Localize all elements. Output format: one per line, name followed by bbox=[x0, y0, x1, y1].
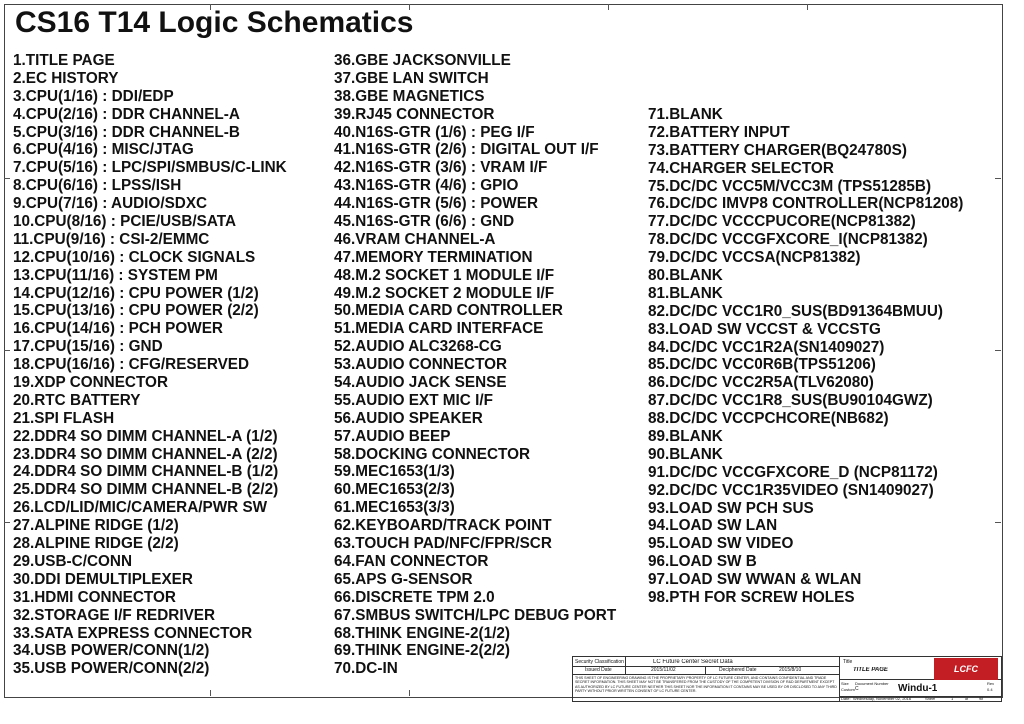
index-entry: 19.XDP CONNECTOR bbox=[13, 374, 168, 392]
frame-tick bbox=[4, 522, 10, 523]
date-value: Wednesday, November 02, 2016 bbox=[853, 696, 912, 701]
issued-date-label: Issued Date bbox=[585, 667, 612, 673]
deciphered-date-value: 2015/8/10 bbox=[779, 667, 802, 673]
index-entry: 35.USB POWER/CONN(2/2) bbox=[13, 660, 210, 678]
index-entry: 29.USB-C/CONN bbox=[13, 552, 132, 570]
index-column-2 bbox=[334, 52, 616, 678]
size-value: Custom bbox=[841, 687, 855, 692]
index-entry: 74.CHARGER SELECTOR bbox=[648, 159, 834, 177]
index-entry: 34.USB POWER/CONN(1/2) bbox=[13, 642, 210, 660]
frame-tick bbox=[807, 4, 808, 10]
index-entry: 59.MEC1653(1/3) bbox=[334, 463, 455, 481]
index-entry: 3.CPU(1/16) : DDI/EDP bbox=[13, 87, 174, 105]
index-entry: 69.THINK ENGINE-2(2/2) bbox=[334, 642, 510, 660]
index-entry: 48.M.2 SOCKET 1 MODULE I/F bbox=[334, 266, 555, 284]
index-entry: 80.BLANK bbox=[648, 267, 723, 285]
size-label: Size bbox=[841, 681, 849, 686]
index-entry: 14.CPU(12/16) : CPU POWER (1/2) bbox=[13, 284, 259, 302]
index-entry: 63.TOUCH PAD/NFC/FPR/SCR bbox=[334, 535, 552, 553]
frame-tick bbox=[995, 350, 1001, 351]
document-number-value: C bbox=[855, 686, 859, 692]
index-entry: 75.DC/DC VCC5M/VCC3M (TPS51285B) bbox=[648, 177, 932, 195]
index-entry: 33.SATA EXPRESS CONNECTOR bbox=[13, 624, 253, 642]
index-entry: 54.AUDIO JACK SENSE bbox=[334, 374, 507, 392]
index-entry: 36.GBE JACKSONVILLE bbox=[334, 52, 511, 69]
frame-tick bbox=[409, 690, 410, 696]
index-entry: 81.BLANK bbox=[648, 284, 723, 302]
index-entry: 65.APS G-SENSOR bbox=[334, 570, 473, 588]
frame-tick bbox=[608, 4, 609, 10]
index-entry: 47.MEMORY TERMINATION bbox=[334, 248, 533, 266]
index-entry: 6.CPU(4/16) : MISC/JTAG bbox=[13, 141, 194, 159]
index-column-1 bbox=[13, 52, 287, 678]
of-value: 98 bbox=[979, 696, 984, 701]
index-entry: 55.AUDIO EXT MIC I/F bbox=[334, 391, 493, 409]
index-entry: 79.DC/DC VCCSA(NCP81382) bbox=[648, 249, 861, 267]
index-entry: 30.DDI DEMULTIPLEXER bbox=[13, 570, 193, 588]
index-entry: 15.CPU(13/16) : CPU POWER (2/2) bbox=[13, 302, 259, 320]
index-entry: 10.CPU(8/16) : PCIE/USB/SATA bbox=[13, 213, 236, 231]
document-number-label: Document Number bbox=[855, 681, 889, 686]
index-entry: 71.BLANK bbox=[648, 106, 723, 123]
index-entry: 84.DC/DC VCC1R2A(SN1409027) bbox=[648, 338, 885, 356]
index-entry: 87.DC/DC VCC1R8_SUS(BU90104GWZ) bbox=[648, 392, 933, 410]
index-entry: 92.DC/DC VCC1R35VIDEO (SN1409027) bbox=[648, 481, 934, 499]
deciphered-date-label: Deciphered Date bbox=[719, 667, 757, 673]
index-entry: 46.VRAM CHANNEL-A bbox=[334, 230, 496, 248]
index-entry: 86.DC/DC VCC2R5A(TLV62080) bbox=[648, 374, 874, 392]
index-entry: 50.MEDIA CARD CONTROLLER bbox=[334, 302, 563, 320]
index-entry: 95.LOAD SW VIDEO bbox=[648, 535, 794, 553]
index-entry: 88.DC/DC VCCPCHCORE(NB682) bbox=[648, 410, 889, 428]
index-entry: 58.DOCKING CONNECTOR bbox=[334, 445, 531, 463]
index-entry: 13.CPU(11/16) : SYSTEM PM bbox=[13, 266, 218, 284]
index-entry: 73.BATTERY CHARGER(BQ24780S) bbox=[648, 141, 907, 159]
index-entry: 85.DC/DC VCC0R6B(TPS51206) bbox=[648, 356, 876, 374]
page-title: CS16 T14 Logic Schematics bbox=[15, 6, 414, 39]
index-entry: 57.AUDIO BEEP bbox=[334, 427, 451, 445]
index-entry: 39.RJ45 CONNECTOR bbox=[334, 105, 495, 123]
index-entry: 70.DC-IN bbox=[334, 660, 398, 678]
index-entry: 94.LOAD SW LAN bbox=[648, 517, 778, 535]
security-label: Security Classification bbox=[575, 659, 624, 665]
index-entry: 31.HDMI CONNECTOR bbox=[13, 588, 176, 606]
index-entry: 42.N16S-GTR (3/6) : VRAM I/F bbox=[334, 159, 548, 177]
index-entry: 64.FAN CONNECTOR bbox=[334, 552, 489, 570]
lcfc-logo bbox=[934, 658, 998, 680]
index-entry: 38.GBE MAGNETICS bbox=[334, 87, 485, 105]
frame-tick bbox=[4, 350, 10, 351]
index-entry: 44.N16S-GTR (5/6) : POWER bbox=[334, 195, 538, 213]
index-entry: 16.CPU(14/16) : PCH POWER bbox=[13, 320, 223, 338]
index-entry: 72.BATTERY INPUT bbox=[648, 123, 790, 141]
sheet-value: 1 bbox=[951, 696, 954, 701]
title-value: TITLE PAGE bbox=[853, 667, 888, 673]
index-entry: 25.DDR4 SO DIMM CHANNEL-B (2/2) bbox=[13, 481, 279, 499]
index-entry: 8.CPU(6/16) : LPSS/ISH bbox=[13, 177, 182, 195]
index-entry: 41.N16S-GTR (2/6) : DIGITAL OUT I/F bbox=[334, 141, 599, 159]
frame-tick bbox=[4, 178, 10, 179]
index-entry: 21.SPI FLASH bbox=[13, 409, 115, 427]
index-entry: 97.LOAD SW WWAN & WLAN bbox=[648, 571, 862, 589]
index-entry: 67.SMBUS SWITCH/LPC DEBUG PORT bbox=[334, 606, 617, 624]
index-entry: 2.EC HISTORY bbox=[13, 69, 119, 87]
index-entry: 98.PTH FOR SCREW HOLES bbox=[648, 589, 855, 607]
rev-label: Rev bbox=[987, 681, 995, 686]
index-entry: 26.LCD/LID/MIC/CAMERA/PWR SW bbox=[13, 499, 268, 517]
index-entry: 93.LOAD SW PCH SUS bbox=[648, 499, 814, 517]
issued-date-value: 2015/11/02 bbox=[651, 667, 676, 673]
sheet-label: Sheet bbox=[925, 696, 936, 701]
index-entry: 7.CPU(5/16) : LPC/SPI/SMBUS/C-LINK bbox=[13, 159, 287, 177]
index-entry: 52.AUDIO ALC3268-CG bbox=[334, 338, 502, 356]
title-label: Title bbox=[843, 659, 853, 665]
index-entry: 32.STORAGE I/F REDRIVER bbox=[13, 606, 216, 624]
index-entry: 18.CPU(16/16) : CFG/RESERVED bbox=[13, 356, 250, 374]
index-entry: 28.ALPINE RIDGE (2/2) bbox=[13, 535, 179, 553]
index-entry: 56.AUDIO SPEAKER bbox=[334, 409, 483, 427]
index-entry: 1.TITLE PAGE bbox=[13, 52, 115, 69]
frame-tick bbox=[995, 522, 1001, 523]
index-entry: 49.M.2 SOCKET 2 MODULE I/F bbox=[334, 284, 555, 302]
index-entry: 9.CPU(7/16) : AUDIO/SDXC bbox=[13, 195, 208, 213]
index-entry: 51.MEDIA CARD INTERFACE bbox=[334, 320, 544, 338]
index-entry: 40.N16S-GTR (1/6) : PEG I/F bbox=[334, 123, 535, 141]
logo-text: LCFC bbox=[954, 664, 978, 674]
date-label: Date: bbox=[841, 696, 851, 701]
index-entry: 82.DC/DC VCC1R0_SUS(BD91364BMUU) bbox=[648, 302, 943, 320]
index-entry: 37.GBE LAN SWITCH bbox=[334, 69, 489, 87]
index-entry: 77.DC/DC VCCCPUCORE(NCP81382) bbox=[648, 213, 916, 231]
index-entry: 68.THINK ENGINE-2(1/2) bbox=[334, 624, 510, 642]
index-entry: 43.N16S-GTR (4/6) : GPIO bbox=[334, 177, 519, 195]
project-name: Windu-1 bbox=[898, 683, 938, 694]
index-entry: 60.MEC1653(2/3) bbox=[334, 481, 455, 499]
index-entry: 96.LOAD SW B bbox=[648, 553, 757, 571]
index-entry: 17.CPU(15/16) : GND bbox=[13, 338, 163, 356]
of-label: of bbox=[965, 696, 969, 701]
index-entry: 12.CPU(10/16) : CLOCK SIGNALS bbox=[13, 248, 256, 266]
index-entry: 91.DC/DC VCCGFXCORE_D (NCP81172) bbox=[648, 463, 938, 481]
index-entry: 83.LOAD SW VCCST & VCCSTG bbox=[648, 320, 881, 338]
confidentiality-notice: THIS SHEET OF ENGINEERING DRAWING IS THE PROPRIETARY PROPERTY OF LC FUTURE CENTER, AND CONTAINS CONFIDENTIAL AND TRADE SECRET INFORMATION. THIS SHEET MAY NOT BE TRANSFERED FROM THE CUSTODY OF THE COMPETENT DIVISION OF R&D DEPARTMENT EXCEPT AS AUTHORIZED BY LC FUTURE CENTER NEITHER THIS SHEET NOR THE INFORMATION IT CONTAINS MAY BE USED BY OR DISCLOSED TO ANY THIRD PARTY WITHOUT PRIOR WRITTEN CONSENT OF LC FUTURE CENTER. bbox=[575, 676, 837, 694]
index-entry: 27.ALPINE RIDGE (1/2) bbox=[13, 517, 179, 535]
index-entry: 66.DISCRETE TPM 2.0 bbox=[334, 588, 495, 606]
frame-tick bbox=[210, 690, 211, 696]
index-entry: 89.BLANK bbox=[648, 428, 723, 446]
index-entry: 22.DDR4 SO DIMM CHANNEL-A (1/2) bbox=[13, 427, 278, 445]
index-entry: 4.CPU(2/16) : DDR CHANNEL-A bbox=[13, 105, 240, 123]
index-entry: 61.MEC1653(3/3) bbox=[334, 499, 455, 517]
index-entry: 45.N16S-GTR (6/6) : GND bbox=[334, 213, 515, 231]
index-entry: 24.DDR4 SO DIMM CHANNEL-B (1/2) bbox=[13, 463, 279, 481]
index-entry: 62.KEYBOARD/TRACK POINT bbox=[334, 517, 552, 535]
index-entry: 78.DC/DC VCCGFXCORE_I(NCP81382) bbox=[648, 231, 928, 249]
index-entry: 90.BLANK bbox=[648, 445, 723, 463]
index-entry: 5.CPU(3/16) : DDR CHANNEL-B bbox=[13, 123, 240, 141]
index-entry: 20.RTC BATTERY bbox=[13, 391, 141, 409]
index-entry: 23.DDR4 SO DIMM CHANNEL-A (2/2) bbox=[13, 445, 278, 463]
index-entry: 11.CPU(9/16) : CSI-2/EMMC bbox=[13, 230, 210, 248]
frame-tick bbox=[995, 178, 1001, 179]
rev-value: 0.4 bbox=[987, 687, 993, 692]
security-value: LC Future Center Secret Data bbox=[653, 659, 733, 665]
index-entry: 53.AUDIO CONNECTOR bbox=[334, 356, 508, 374]
index-column-3 bbox=[648, 106, 963, 607]
index-entry: 76.DC/DC IMVP8 CONTROLLER(NCP81208) bbox=[648, 195, 964, 213]
